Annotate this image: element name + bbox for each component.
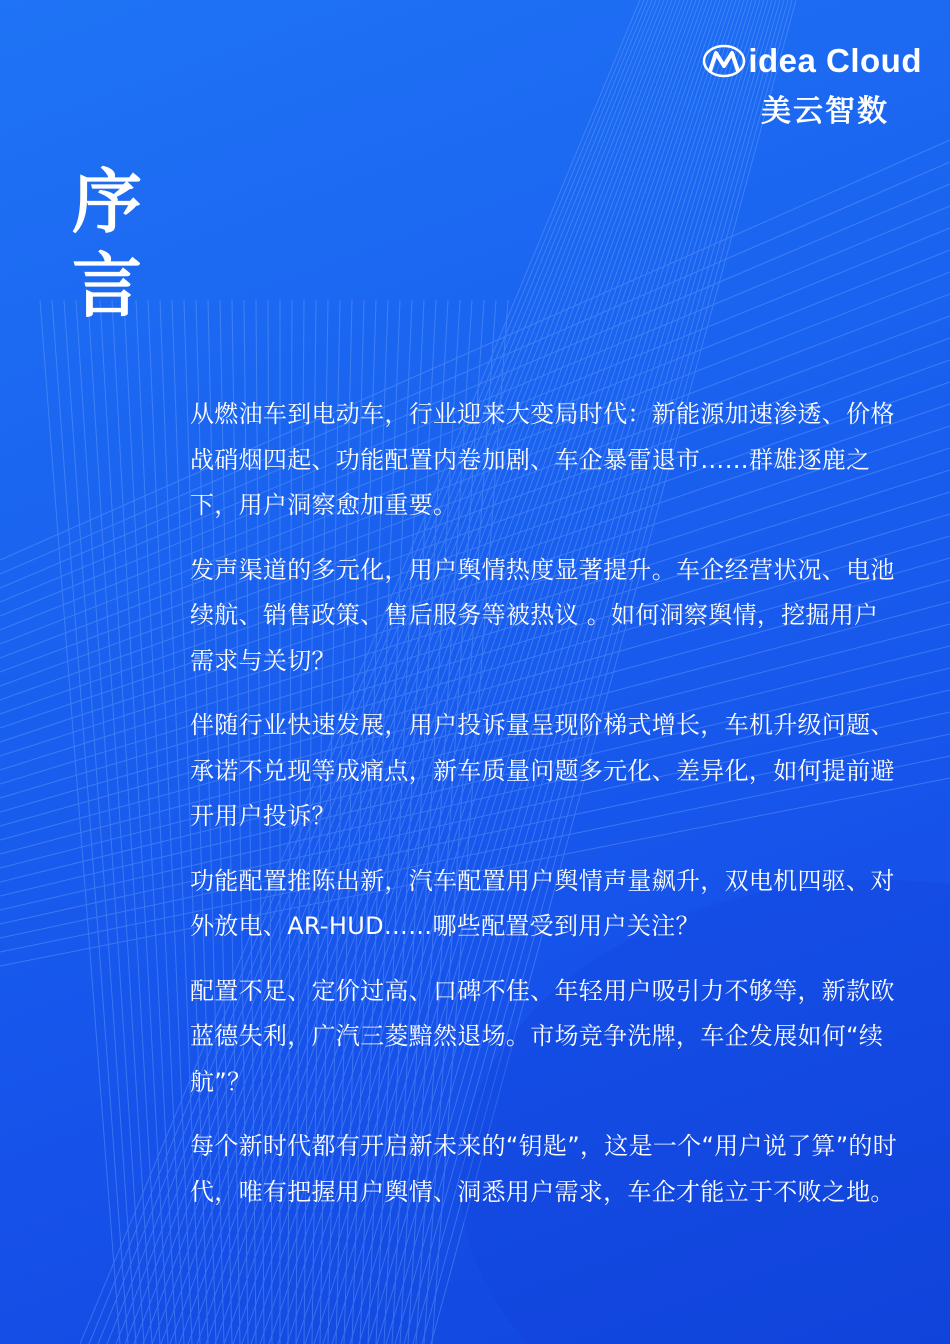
paragraph-6: 每个新时代都有开启新未来的“钥匙”，这是一个“用户说了算”的时代，唯有把握用户舆情、洞悉用户需求，车企才能立于不败之地。 xyxy=(190,1132,898,1206)
midea-m-icon xyxy=(702,44,746,78)
page-title xyxy=(72,160,162,328)
preface-body xyxy=(190,392,900,1234)
title-char-1: 序 xyxy=(72,161,142,243)
title-char-2: 言 xyxy=(72,245,142,327)
brand-logo xyxy=(702,42,922,130)
logo-english-text: idea Cloud xyxy=(748,42,922,79)
paragraph-1: 从燃油车到电动车，行业迎来大变局时代：新能源加速渗透、价格战硝烟四起、功能配置内卷加剧、车企暴雷退市……群雄逐鹿之下，用户洞察愈加重要。 xyxy=(190,400,895,519)
paragraph-3: 伴随行业快速发展，用户投诉量呈现阶梯式增长，车机升级问题、承诺不兑现等成痛点，新车质量问题多元化、差异化，如何提前避开用户投诉？ xyxy=(190,711,895,830)
paragraph-2: 发声渠道的多元化，用户舆情热度显著提升。车企经营状况、电池续航、销售政策、售后服务等被热议 。如何洞察舆情，挖掘用户需求与关切？ xyxy=(190,555,895,675)
logo-chinese-text: 美云智数 xyxy=(761,94,889,129)
logo-english xyxy=(702,42,922,80)
paragraph-5: 配置不足、定价过高、口碑不佳、年轻用户吸引力不够等，新款欧蓝德失利，广汽三菱黯然退场。市场竞争洗牌，车企发展如何“续航”？ xyxy=(190,976,895,1096)
paragraph-4: 功能配置推陈出新，汽车配置用户舆情声量飙升，双电机四驱、对外放电、AR-HUD……哪些配置受到用户关注？ xyxy=(190,866,895,940)
